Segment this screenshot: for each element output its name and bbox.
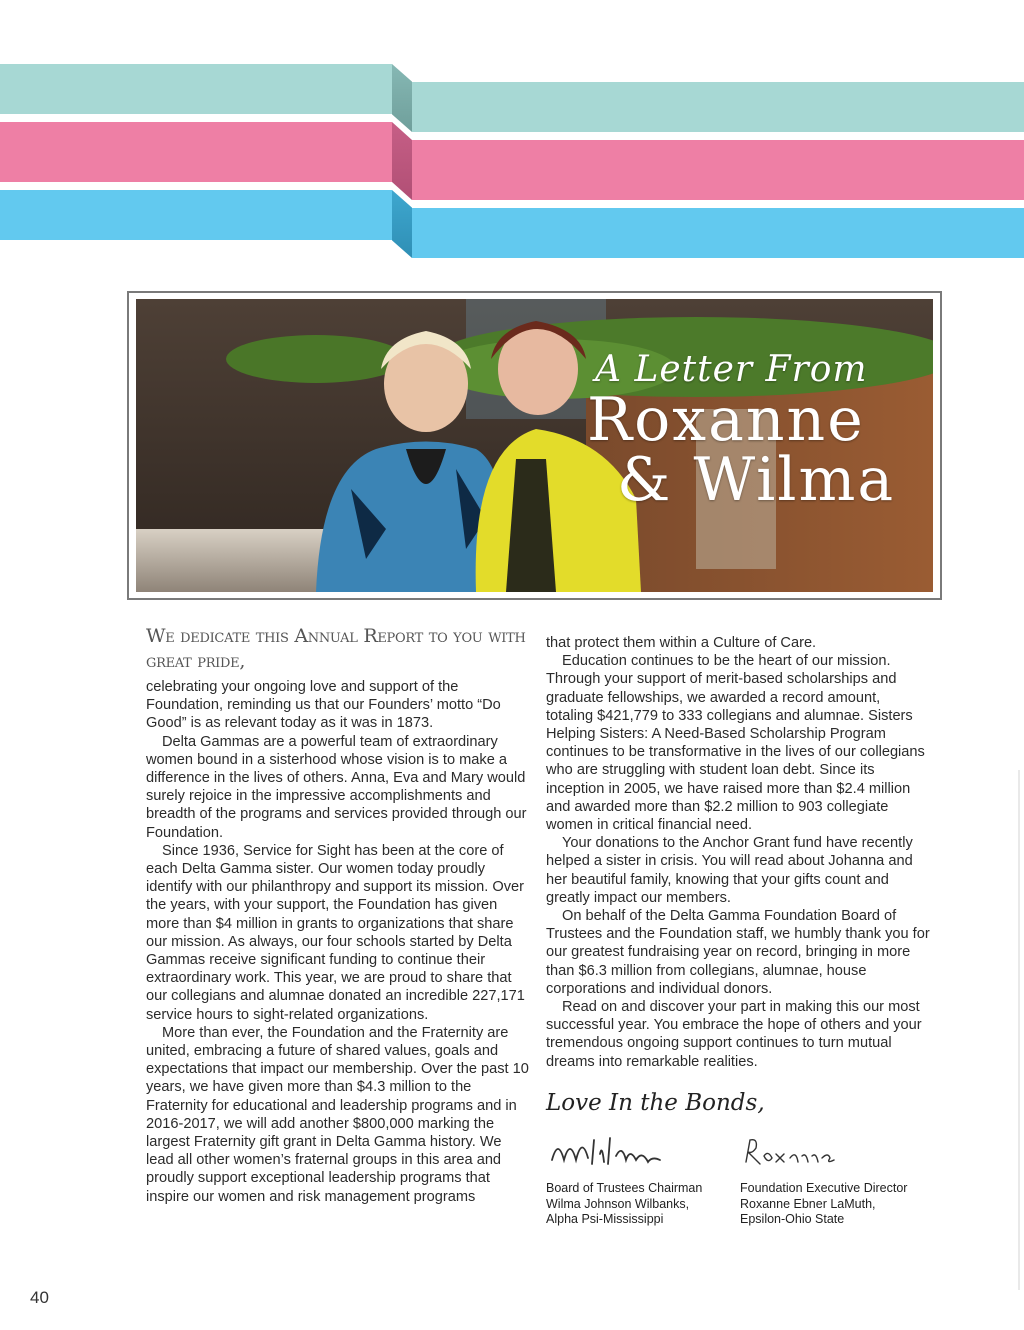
paragraph: Education continues to be the heart of our mission. Through your support of merit-based scholarships and graduate fellowships, we awarded a record amount, totaling $421,779 to 333 collegians and alumnae. Sisters Helping Sisters: A Need-Based Scholarship Program continues to be transformative in the lives of our collegians who are struggling with student loan debt. Since its inception in 2005, we have raised more than $2.4 million and awarded more than $2.2 million to 903 collegiate women in critical financial need. [546,653,925,834]
blue-ribbon-fold [392,190,412,258]
paragraph: Your donations to the Anchor Grant fund have recently helped a sister in crisis. You will read about Johanna and her beautiful family, knowing that your gifts count and greatly impact our members. [546,835,913,906]
signer-chapter: Epsilon-Ohio State [740,1212,845,1226]
intro-heading: We dedicate this Annual Report to you with great pride, [146,625,526,672]
photo-title-line2: Roxanne [587,385,865,455]
pink-ribbon-right [412,140,1024,200]
paragraph: that protect them within a Culture of Care. [546,635,817,651]
photo-frame [127,291,942,600]
signature-block-wilma [546,1181,726,1228]
photo-title-line1: A Letter From [595,349,868,390]
photo-title [587,349,907,515]
header-photo [136,299,933,592]
teal-ribbon-fold [392,64,412,132]
right-column [546,634,930,1071]
signer-name: Roxanne Ebner LaMuth, [740,1196,876,1211]
closing-salutation: Love In the Bonds, [546,1090,765,1116]
roxanne-signature [742,1132,842,1177]
paragraph: Since 1936, Service for Sight has been at the core of each Delta Gamma sister. Our women today proudly identify with our philanthropy and support its mission. Over the years, with your support, the Foundation has given more than $4 million in grants to organizations that share our mission. As always, our four schools started by Delta Gammas receive significant funding to continue their extraordinary work. This year, we are proud to share that our collegians and alumnae donated an incredible 227,171 service hours to sight-related organizations. [146,842,525,1023]
blue-ribbon-left [0,190,392,240]
page-number: 40 [30,1288,49,1307]
signer-name: Wilma Johnson Wilbanks, [546,1196,690,1211]
left-column [146,624,530,1206]
teal-ribbon-right [412,82,1024,132]
right-edge-rule [1018,770,1020,1290]
signer-chapter: Alpha Psi-Mississippi [546,1212,664,1226]
blue-ribbon-right [412,208,1024,258]
paragraph: celebrating your ongoing love and support of the Foundation, reminding us that our Founders’ motto “Do Good” is as relevant today as it was in 1873. [146,679,501,732]
pink-ribbon-left [0,122,392,182]
teal-ribbon-left [0,64,392,114]
paragraph: Read on and discover your part in making this our most successful year. You embrace the hope of others and your tremendous ongoing support continues to turn mutual dreams into remarkable realities. [546,999,922,1070]
paragraph: On behalf of the Delta Gamma Foundation Board of Trustees and the Foundation staff, we humbly thank you for our greatest fundraising year on record, bringing in more than $6.3 million from collegians, alumnae, house corporations and individual donors. [546,908,930,997]
signer-title: Foundation Executive Director [740,1181,908,1195]
paragraph: Delta Gammas are a powerful team of extraordinary women bound in a sisterhood whose vision is to make a difference in the lives of others. Anna, Eva and Mary would surely rejoice in the impressive accomplishments and breadth of the programs and services provided through our Foundation. [146,733,527,841]
signature-block-roxanne [740,1181,940,1228]
pink-ribbon-fold [392,122,412,200]
signer-title: Board of Trustees Chairman [546,1181,703,1195]
photo-title-line3: & Wilma [617,445,896,515]
wilma-signature [548,1130,668,1181]
paragraph: More than ever, the Foundation and the Fraternity are united, embracing a future of shared values, goals and expectations that impact our membership. Over the past 10 years, we have given more than $4.3 million to the Fraternity for educational and leadership programs and in 2016-2017, we will add another $800,000 marking the largest Fraternity gift grant in Delta Gamma history. We lead all other women’s fraternal groups in this area and proudly support exceptional leadership programs that inspire our women and risk management programs [146,1024,529,1205]
